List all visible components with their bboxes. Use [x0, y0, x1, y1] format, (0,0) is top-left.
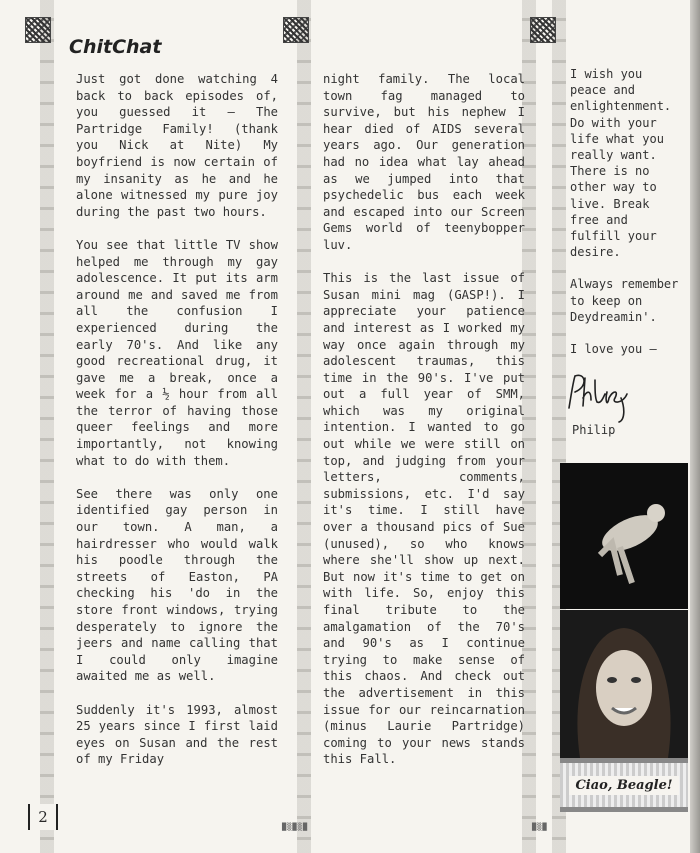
- photo-portrait: [560, 610, 688, 758]
- paragraph: Just got done watching 4 back to back episodes of, you guessed it — The Partridge Family! (thank you Nick at Nite) My boyfriend is now certain of my insanity as he and he alone witnessed my pure joy during the past two hours.: [76, 72, 278, 219]
- paragraph: I wish you peace and enlightenment. Do with your life what you really want. There is no other way to live. Break free and fulfill your desire.: [570, 67, 672, 260]
- caption-frame: [560, 758, 688, 812]
- paragraph: See there was only one identified gay person in our town. A man, a hairdresser who would walk his poodle through the streets of Easton, PA checking his 'do in the store front windows, trying desperately to ignore the jeers and name calling that I could only imagine awaited me as well.: [76, 486, 278, 684]
- page-title: ChitChat: [69, 36, 162, 58]
- photo-reclining-figure: [560, 463, 688, 609]
- paragraph: I love you —: [570, 342, 657, 357]
- decorative-mark: █▒█: [532, 823, 548, 831]
- halftone-stamp-icon: [25, 17, 51, 43]
- page-edge: [690, 0, 700, 853]
- paragraph: You see that little TV show helped me through my gay adolescence. It put its arm around me and saved me from all the confusion I experienced during the early 70's. And like any good recreational drug, it gave me a break, once a week for a ½ hour from all the terror of having those queer feelings and more importantly, not knowing what to do with them.: [76, 237, 278, 468]
- closing-note-column: [570, 66, 683, 373]
- article-column-2: [323, 71, 525, 785]
- page-number: 2: [28, 804, 58, 830]
- halftone-stamp-icon: [283, 17, 309, 43]
- signature-name: Philip: [572, 423, 616, 437]
- handwritten-signature: [563, 368, 643, 424]
- paragraph: night family. The local town fag managed to survive, but his nephew I hear died of AIDS several years ago. Our generation had no idea what lay ahead as we jumped into that psychedelic bus each week and escaped into our Screen Gems world of teenybopper luv.: [323, 72, 525, 252]
- paragraph: This is the last issue of Susan mini mag (GASP!). I appreciate your patience and interest as I worked my way once again through my adolescent traumas, this time in the 90's. I've put out a full year of SMM, which was my original intention. I wanted to go out while we were still on top, and judging from your letters, comments, submissions, etc. I'd say it's time. I still have over a thousand pics of Sue (unused), so who knows where she'll show up next. But now it's time to get on with life. So, enjoy this final tribute to the amalgamation of the 70's and 90's as I continue trying to make sense of this chaos. And check out the advertisement in this issue for our reincarnation (minus Laurie Partridge) coming to your news stands this Fall.: [323, 271, 525, 767]
- article-column-1: [76, 71, 278, 785]
- film-strip-border: [297, 0, 311, 853]
- halftone-stamp-icon: [530, 17, 556, 43]
- paragraph: Always remember to keep on Deydreamin'.: [570, 277, 679, 324]
- film-strip-border: [40, 0, 54, 853]
- paragraph: Suddenly it's 1993, almost 25 years since I first laid eyes on Susan and the rest of my Friday: [76, 702, 278, 767]
- decorative-mark: █▒█▒█: [282, 823, 309, 831]
- photo-caption: Ciao, Beagle!: [569, 776, 678, 795]
